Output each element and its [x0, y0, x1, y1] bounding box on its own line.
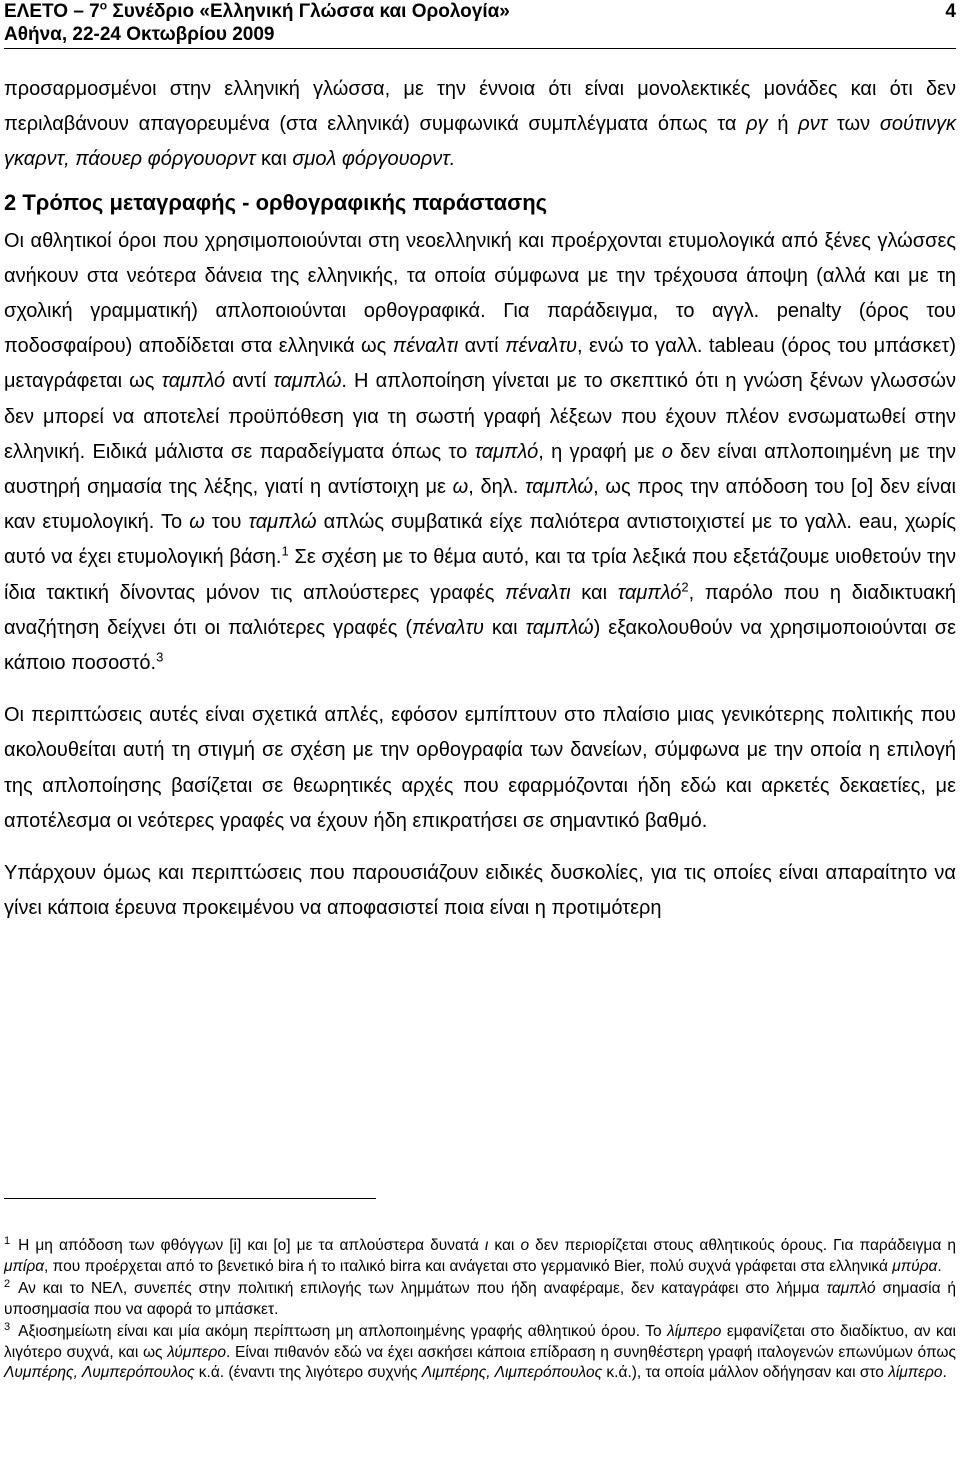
body-paragraph-2: Οι περιπτώσεις αυτές είναι σχετικά απλές, εφόσον εμπίπτουν στο πλαίσιο μιας γενικότερης πολιτικής που ακολουθείται αυτή τη στιγμή σε σχέση με την ορθογραφία των δανείων, σύμφωνα με την οποία η επιλογή της απλοποίησης βασίζεται σε θεωρητικές αρχές που εφαρμόζονται ήδη εδώ και αρκετές δεκαετίες, με αποτέλεσμα οι νεότερες γραφές να έχουν ήδη επικρατήσει σε σημαντικό βαθμό. [4, 704, 956, 832]
body-paragraph-3: Υπάρχουν όμως και περιπτώσεις που παρουσιάζουν ειδικές δυσκολίες, για τις οποίες είναι απαραίτητο να γίνει κάποια έρευνα προκειμένου να αποφασιστεί ποια είναι η προτιμότερη [4, 862, 956, 920]
footnote-separator [4, 1198, 376, 1199]
footnote-3: $^3$ Αξιοσημείωτη είναι και μία ακόμη περίπτωση μη απλοποιημένης γραφής αθλητικού όρου. Το λίμπερο εμφανίζεται στο διαδίκτυο, αν και λιγότερο συχνά, και ως λύμπερο. Είναι πιθανόν εδώ να έχει ασκήσει κάποια επίδραση η συνηθέστερη γραφή ιταλογενών επωνύμων όπως Λυμπέρης, Λυμπερόπουλος κ.ά. (έναντι της λιγότερο συχνής Λιμπέρης, Λιμπερόπουλος κ.ά.), τα οποία μάλλον οδήγησαν και στο λίμπερο. [4, 1320, 957, 1381]
footnotes [4, 1236, 956, 1386]
footnote-number: 2 [4, 1277, 11, 1290]
conference-location-date: Αθήνα, 22-24 Οκτωβρίου 2009 [4, 24, 275, 45]
footnote-1: $^1$ Η μη απόδοση των φθόγγων [i] και [o] με τα απλούστερα δυνατά ι και ο δεν περιορίζεται στους αθλητικούς όρους. Για παράδειγμα η μπίρα, που προέρχεται από το βενετικό bira ή το ιταλικό birra και ανάγεται στο γερμανικό Bier, πολύ συχνά γράφεται στα ελληνικά μπύρα. [4, 1234, 957, 1275]
page-header [4, 0, 956, 50]
header-rule [4, 48, 956, 49]
footnote-ref-2[interactable]: 2 [681, 578, 689, 594]
intro-paragraph: προσαρμοσμένοι στην ελληνική γλώσσα, με την έννοια ότι είναι μονολεκτικές μονάδες και ότι δεν περιλαβάνουν απαγορευμένα (στα ελληνικά) συμφωνικά συμπλέγματα όπως τα ργ ή ρντ των σούτινγκ γκαρντ, πάουερ φόργουορντ και σμολ φόργουορντ. [4, 78, 956, 171]
page-body [4, 72, 956, 926]
conference-title: ΕΛΕΤΟ – $7^o$ Συνέδριο «Ελληνική Γλώσσα και Ορολογία» [4, 0, 510, 22]
section-heading: 2 Τρόπος μεταγραφής - ορθογραφικής παράστασης [4, 189, 548, 215]
ordinal-superscript: ο [99, 0, 108, 13]
footnote-number: 1 [4, 1234, 11, 1247]
footnote-number: 3 [4, 1320, 11, 1333]
footnote-ref-3[interactable]: 3 [156, 649, 164, 665]
body-paragraph-1: Οι αθλητικοί όροι που χρησιμοποιούνται στη νεοελληνική και προέρχονται ετυμολογικά από ξένες γλώσσες ανήκουν στα νεότερα δάνεια της ελληνικής, τα οποία σύμφωνα με την τρέχουσα άποψη (αλλά και με τη σχολική γραμματική) απλοποιούνται ορθογραφικά. Για παράδειγμα, το αγγλ. penalty (όρος του ποδοσφαίρου) αποδίδεται στα ελληνικά ως πέναλτι αντί πέναλτυ, ενώ το γαλλ. tableau (όρος του μπάσκετ) μεταγράφεται ως ταμπλό αντί ταμπλώ. Η απλοποίηση γίνεται με το σκεπτικό ότι η γνώση ξένων γλωσσών δεν μπορεί να αποτελεί προϋπόθεση για τη σωστή γραφή λέξεων που έχουν πλέον ενσωματωθεί στην ελληνική. Ειδικά μάλιστα σε παραδείγματα όπως το ταμπλό, η γραφή με ο δεν είναι απλοποιημένη με την αυστηρή σημασία της λέξης, γιατί η αντίστοιχη με ω, δηλ. ταμπλώ, ως προς την απόδοση του [o] δεν είναι καν ετυμολογική. Το ω του ταμπλώ απλώς συμβατικά είχε παλιότερα αντιστοιχιστεί με το γαλλ. eau, χωρίς αυτό να έχει ετυμολογική βάση.$^1$ Σε σχέση με το θέμα αυτό, και τα τρία λεξικά που εξετάζουμε υιοθετούν την ίδια τακτική δίνοντας μόνον τις απλούστερες γραφές πέναλτι και ταμπλό$^2$, παρόλο που η διαδικτυακή αναζήτηση δείχνει ότι οι παλιότερες γραφές (πέναλτυ και ταμπλώ) εξακολουθούν να χρησιμοποιούνται σε κάποιο ποσοστό.$^3$ [4, 229, 957, 675]
page-number: 4 [945, 1, 956, 22]
footnote-ref-1[interactable]: 1 [281, 543, 289, 559]
footnote-2: $^2$ Αν και το ΝΕΛ, συνεπές στην πολιτική επιλογής των λημμάτων που ήδη αναφέραμε, δεν καταγράφει στο λήμμα ταμπλό σημασία ή υποσημασία που να αφορά το μπάσκετ. [4, 1277, 956, 1318]
